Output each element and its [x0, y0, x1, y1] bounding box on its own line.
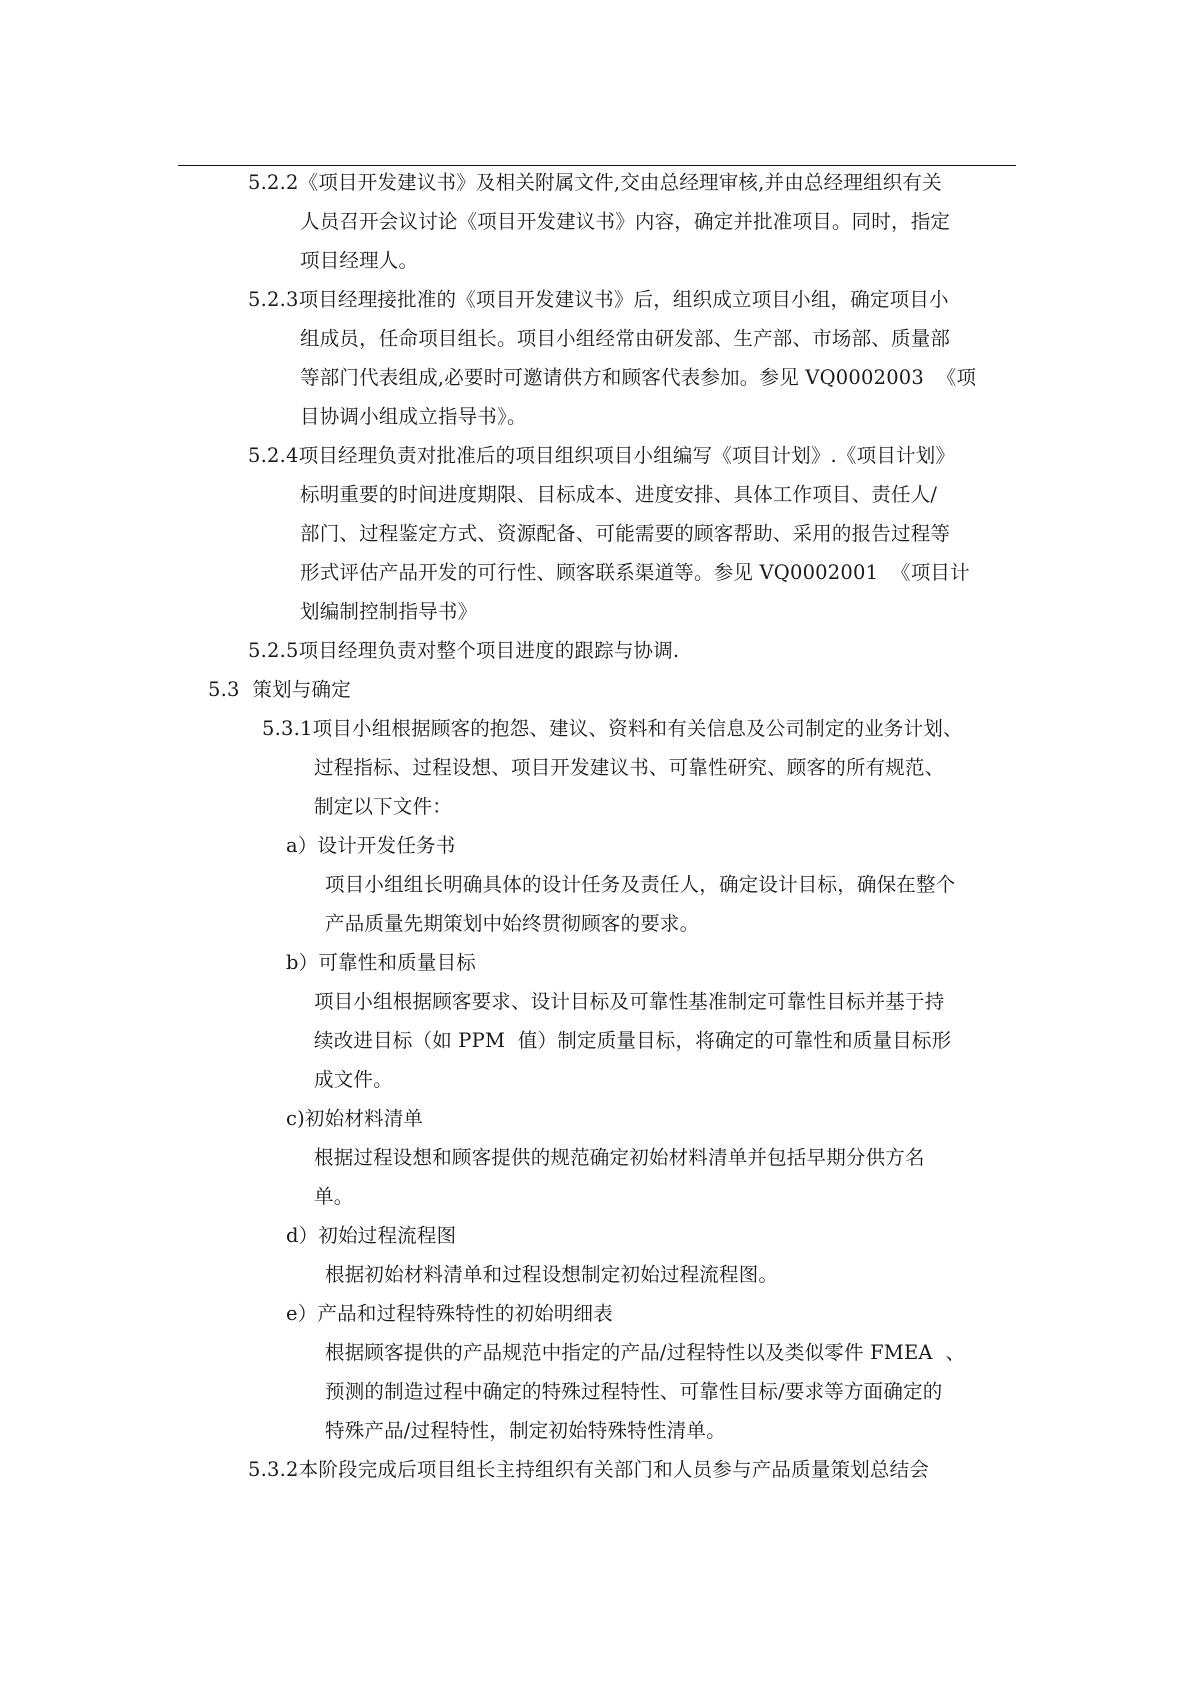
text-line: 5.3.1项目小组根据顾客的抱怨、建议、资料和有关信息及公司制定的业务计划、	[262, 717, 963, 740]
text-line: 单。	[314, 1185, 354, 1208]
text-line: 形式评估产品开发的可行性、顾客联系渠道等。参见 VQ0002001 《项目计	[300, 561, 970, 584]
section-heading: 5.3 策划与确定	[208, 678, 351, 701]
list-item-heading: a）设计开发任务书	[286, 834, 456, 857]
text-line: 制定以下文件：	[314, 795, 452, 818]
text-line: 特殊产品/过程特性，制定初始特殊特性清单。	[325, 1419, 726, 1442]
text-line: 标明重要的时间进度期限、目标成本、进度安排、具体工作项目、责任人/	[300, 483, 938, 506]
text-line: 5.2.4项目经理负责对批准后的项目组织项目小组编写《项目计划》.《项目计划》	[248, 444, 956, 467]
text-line: 部门、过程鉴定方式、资源配备、可能需要的顾客帮助、采用的报告过程等	[300, 522, 951, 545]
text-line: 划编制控制指导书》	[300, 600, 478, 623]
text-line: 成文件。	[314, 1068, 393, 1091]
text-line: 预测的制造过程中确定的特殊过程特性、可靠性目标/要求等方面确定的	[325, 1380, 943, 1403]
list-item-heading: c)初始材料清单	[286, 1107, 424, 1130]
text-line: 等部门代表组成,必要时可邀请供方和顾客代表参加。参见 VQ0002003 《项	[300, 366, 977, 389]
text-line: 项目经理人。	[300, 249, 419, 272]
text-line: 人员召开会议讨论《项目开发建议书》内容，确定并批准项目。同时，指定	[300, 210, 951, 233]
text-line: 5.2.5项目经理负责对整个项目进度的跟踪与协调.	[248, 639, 680, 662]
text-line: 产品质量先期策划中始终贯彻顾客的要求。	[325, 912, 700, 935]
list-item-heading: e）产品和过程特殊特性的初始明细表	[286, 1302, 613, 1325]
text-line: 项目小组组长明确具体的设计任务及责任人，确定设计目标，确保在整个	[325, 873, 956, 896]
text-line: 目协调小组成立指导书》。	[300, 405, 527, 428]
text-line: 续改进目标（如 PPM 值）制定质量目标，将确定的可靠性和质量目标形	[314, 1029, 952, 1052]
text-line: 过程指标、过程设想、项目开发建议书、可靠性研究、顾客的所有规范、	[314, 756, 945, 779]
text-line: 项目小组根据顾客要求、设计目标及可靠性基准制定可靠性目标并基于持	[314, 990, 945, 1013]
header-rule	[178, 165, 1016, 166]
text-line: 根据初始材料清单和过程设想制定初始过程流程图。	[325, 1263, 779, 1286]
text-line: 根据过程设想和顾客提供的规范确定初始材料清单并包括早期分供方名	[314, 1146, 925, 1169]
text-line: 组成员，任命项目组长。项目小组经常由研发部、生产部、市场部、质量部	[300, 327, 951, 350]
list-item-heading: b）可靠性和质量目标	[286, 951, 476, 974]
text-line: 5.3.2本阶段完成后项目组长主持组织有关部门和人员参与产品质量策划总结会	[248, 1458, 930, 1481]
text-line: 根据顾客提供的产品规范中指定的产品/过程特性以及类似零件 FMEA 、	[325, 1341, 966, 1364]
text-line: 5.2.2《项目开发建议书》及相关附属文件,交由总经理审核,并由总经理组织有关	[248, 171, 942, 194]
text-line: 5.2.3项目经理接批准的《项目开发建议书》后，组织成立项目小组，确定项目小	[248, 288, 949, 311]
list-item-heading: d）初始过程流程图	[286, 1224, 457, 1247]
